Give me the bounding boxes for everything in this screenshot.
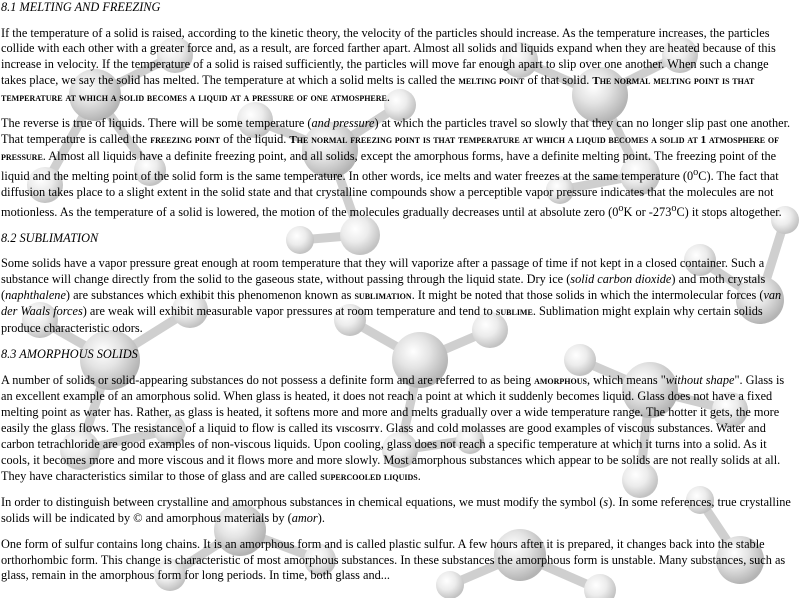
- text-run: In order to distinguish between crystalline and amorphous substances in chemical equations, we must modify the symbol (: [1, 495, 604, 510]
- text-run: .: [417, 468, 421, 483]
- paragraph: [1, 537, 793, 584]
- text-run: ) at which the particles travel so slowly that they can no longer slip past one another. That temperature is called the: [1, 116, 791, 146]
- paragraph: [1, 256, 793, 337]
- text-run: of that solid.: [524, 72, 593, 87]
- text-run: ) are substances which exhibit this phenomenon known as: [65, 287, 355, 302]
- text-run: . Glass and cold molasses are good examples of viscous substances. Water and carbon tetrachloride are good examples of non-viscous liquids. Upon cooling, glass does not reach a specific temperature at which it turns into a solid. As it cools, it becomes more and more viscous and it flows more and more slowly. Most amorphous substances which appear to be solids are not really solids at all. They have characteristics similar to those of glass and are called: [1, 420, 781, 483]
- text-run: C). The fact that diffusion takes place to a slight extent in the solid state and that crystalline compounds show a perceptible vapor pressure indicates that the molecules are not motionless. As the temperature of a solid is lowered, the motion of the molecules gradually decreases until at absolute zero (0: [1, 169, 779, 219]
- text-run: K or -273: [623, 204, 672, 219]
- italic-text: solid carbon dioxide: [570, 272, 672, 287]
- defined-term: viscosity: [335, 422, 380, 435]
- section-heading: 8.1 MELTING AND FREEZING: [1, 0, 161, 14]
- text-run: One form of sulfur contains long chains. It is an amorphous form and is called plastic sulfur. A few hours after it is prepared, it changes back into the stable orthorhombic form. This change is characteristic of most amorphous substances. In these substances the amorphous form is unstable. Many substances, such as glass, remain in the amorphous form for long periods. In time, both glass and...: [1, 536, 786, 583]
- defined-term: The normal freezing point is that temperature at which a liquid becomes a solid at 1 atmosphere of pressure: [1, 133, 779, 163]
- paragraph: [1, 373, 793, 486]
- text-run: The reverse is true of liquids. There will be some temperature (: [1, 116, 312, 131]
- paragraph: [1, 26, 793, 107]
- text-run: of the liquid.: [220, 131, 290, 146]
- text-run: .: [386, 89, 390, 104]
- text-run: ) are weak will exhibit measurable vapor pressures at room temperature and tend to: [82, 304, 496, 319]
- defined-term: freezing point: [150, 133, 221, 146]
- italic-text: without shape: [665, 372, 735, 387]
- section-heading: 8.2 SUBLIMATION: [1, 230, 99, 245]
- superscript: o: [671, 202, 677, 214]
- text-run: ). In some references, true crystalline solids will be indicated by © and amorphous materials by (: [1, 495, 791, 526]
- text-run: ) and moth crystals (: [1, 272, 766, 302]
- italic-text: amor: [291, 511, 318, 526]
- text-run: ).: [317, 511, 325, 526]
- text-run: ". Glass is an excellent example of an amorphous solid. When glass is heated, it does not reach a point at which it suddenly becomes liquid. Glass does not have a fixed melting point as water has. Rather, as glass is heated, it softens more and more and melts gradually over a wide temperature range. The hotter it gets, the more easily the glass flows. The resistance of a liquid to flow is called its: [1, 372, 785, 435]
- italic-text: van der Waals forces: [1, 287, 782, 319]
- section-heading: 8.3 AMORPHOUS SOLIDS: [1, 346, 138, 361]
- paragraph: [1, 116, 793, 220]
- text-run: . It might be noted that those solids in which the intermolecular forces (: [411, 287, 764, 302]
- text-run: . Sublimation might explain why certain solids produce characteristic odors.: [1, 304, 763, 336]
- italic-text: naphthalene: [5, 287, 66, 302]
- text-run: . Almost all liquids have a definite freezing point, and all solids, except the amorphous forms, have a definite melting point. The freezing point of the liquid and the melting point of the solid form is the same temperature. In other words, ice melts and water freezes at the same temperature (0: [1, 148, 777, 184]
- superscript: o: [693, 167, 699, 179]
- defined-term: sublimation: [354, 289, 412, 302]
- text-run: If the temperature of a solid is raised, according to the kinetic theory, the velocity of the particles should increase. As the temperature increases, the particles collide with each other with a greater force and, as a result, are forced farther apart. Almost all solids and liquids expand when they are heated because of this increase in velocity. If the temperature of a solid is raised sufficiently, the particles will move far enough apart to slip over one another. When such a change takes place, we say the solid has melted. The temperature at which a solid melts is called the: [1, 25, 776, 87]
- italic-text: s: [603, 495, 609, 510]
- text-run: , which means ": [586, 372, 666, 387]
- defined-term: The normal melting point is that temperature at which a solid becomes a liquid at a pressure of one atmosphere: [1, 74, 755, 104]
- paragraph: [1, 495, 793, 526]
- text-run: Some solids have a vapor pressure great enough at room temperature that they will vaporize after a passage of time if not kept in a closed container. Such a substance will change directly from the solid to the gaseous state, without passing through the liquid state. Dry ice (: [1, 256, 765, 287]
- italic-text: and pressure: [311, 116, 375, 131]
- defined-term: sublime: [495, 306, 533, 319]
- superscript: o: [618, 202, 624, 214]
- text-run: A number of solids or solid-appearing substances do not possess a definite form and are referred to as being: [1, 372, 535, 387]
- defined-term: amorphous: [534, 374, 587, 387]
- text-run: C) it stops altogether.: [676, 204, 782, 219]
- defined-term: supercooled liquids: [320, 470, 418, 483]
- defined-term: melting point: [458, 74, 525, 87]
